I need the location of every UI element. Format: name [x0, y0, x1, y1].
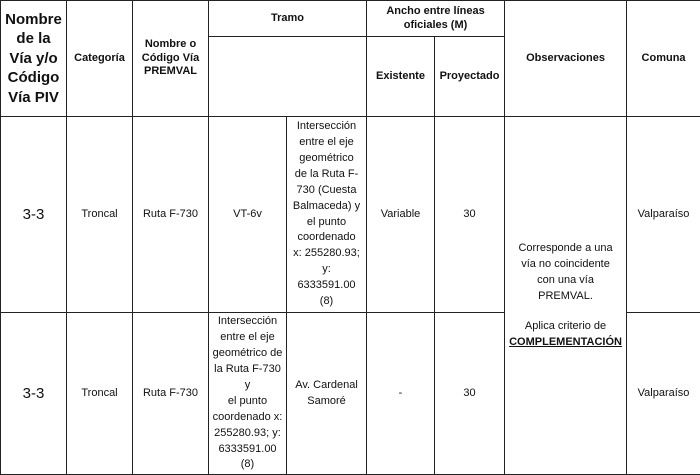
header-comuna: Comuna	[627, 1, 700, 117]
cell-premval: Ruta F-730	[133, 313, 209, 475]
cell-categoria: Troncal	[67, 313, 133, 475]
cell-observaciones	[505, 117, 627, 475]
cell-proyectado: 30	[435, 117, 505, 313]
cell-premval: Ruta F-730	[133, 117, 209, 313]
header-tramo: Tramo	[209, 1, 367, 37]
observaciones-text-1: Corresponde a una vía no coincidente con una vía PREMVAL.	[507, 241, 624, 305]
cell-hasta: Intersección entre el eje geométrico de la Ruta F- 730 (Cuesta Balmaceda) y el punto coordenado x: 255280.93; y: 6333591.00 (8)	[287, 117, 367, 313]
cell-comuna: Valparaíso	[627, 313, 700, 475]
cell-existente: -	[367, 313, 435, 475]
header-proyectado: Proyectado	[435, 37, 505, 117]
header-row-1	[1, 1, 700, 37]
header-ancho: Ancho entre líneas oficiales (M)	[367, 1, 505, 37]
cell-codigo: 3-3	[1, 313, 67, 475]
cell-proyectado: 30	[435, 313, 505, 475]
cell-existente: Variable	[367, 117, 435, 313]
cell-desde: VT-6v	[209, 117, 287, 313]
header-nombre-via: Nombre de la Vía y/o Código Vía PIV	[1, 1, 67, 117]
cell-hasta: Av. Cardenal Samoré	[287, 313, 367, 475]
observaciones-emphasis: COMPLEMENTACIÓN	[509, 336, 622, 348]
header-existente: Existente	[367, 37, 435, 117]
cell-comuna: Valparaíso	[627, 117, 700, 313]
cell-desde: Intersección entre el eje geométrico de la Ruta F-730 y el punto coordenado x: 255280.93; y: 6333591.00 (8)	[209, 313, 287, 475]
header-categoria: Categoría	[67, 1, 133, 117]
observaciones-prefix: Aplica criterio de	[525, 320, 606, 332]
header-nombre-premval: Nombre o Código Vía PREMVAL	[133, 1, 209, 117]
cell-categoria: Troncal	[67, 117, 133, 313]
cell-codigo: 3-3	[1, 117, 67, 313]
observaciones-text-2	[507, 319, 624, 351]
header-observaciones: Observaciones	[505, 1, 627, 117]
table-row	[1, 117, 700, 313]
header-tramo-spacer	[209, 37, 367, 117]
